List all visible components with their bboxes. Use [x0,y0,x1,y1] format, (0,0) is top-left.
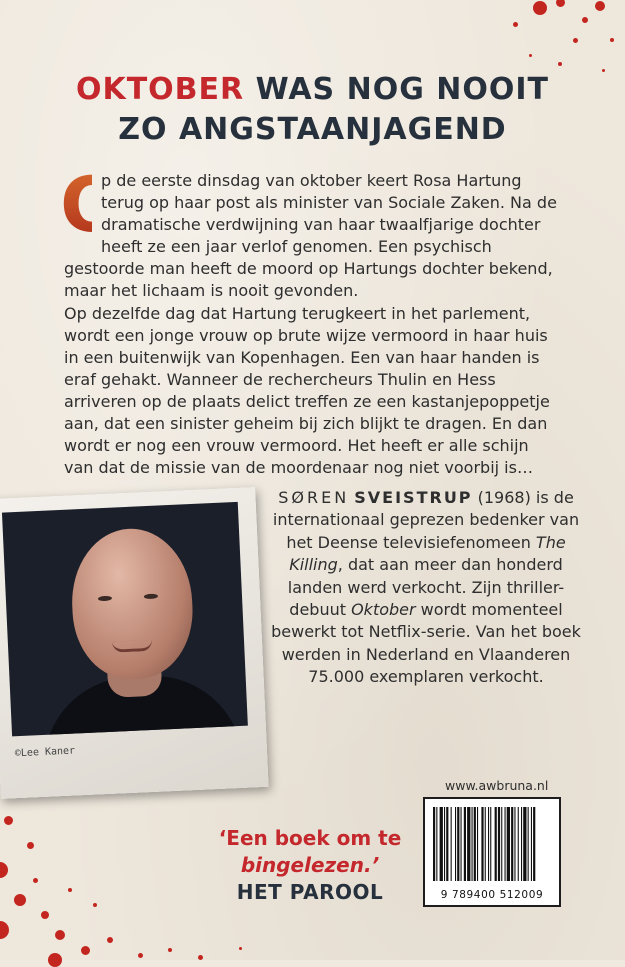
barcode-bars [433,807,551,881]
headline-line-2: ZO ANGSTAANJAGEND [118,112,507,147]
author-birth-year: (1968) [477,488,531,507]
author-polaroid-photo [0,487,269,799]
author-bio-text-1: is de internationaal geprezen bedenker van het Deense televisiefenomeen [272,488,580,552]
author-bio-text-2: , dat aan meer dan honderd landen werd verkocht. Zijn thriller-debuut [287,555,565,620]
blurb-paragraph-1-text: p de eerste dinsdag van oktober keert Rosa Hartung terug op haar post als minister van Sociale Zaken. Na de dramatische verdwijning van haar twaalfjarige dochter heeft ze een jaar verlof genomen. Een psychisch gestoorde man heeft de moord op Hartungs dochter bekend, maar het lichaam is nooit gevonden. [64,171,557,300]
drop-cap: O [60,160,125,249]
isbn-number: 9 789400 512009 [440,889,544,901]
quote-line-1: ‘Een boek om te [218,826,402,850]
blurb-paragraph-2: Op dezelfde dag dat Hartung terugkeert in het parlement, wordt een jonge vrouw op brute wijze vermoord in haar huis in een buitenwijk van Kopenhagen. Een van haar handen is eraf gehakt. Wanneer de rechercheurs Thulin en Hess arriveren op de plaats delict treffen ze een kastanjepoppetje aan, dat een sinister geheim bij zich blijkt te dragen. En dan wordt er nog een vrouw vermoord. Het heeft er alle schijn van dat de missie van de moordenaar nog niet voorbij is… [64,304,550,477]
headline-line-1-rest: WAS NOG NOOIT [255,72,550,107]
publisher-url: www.awbruna.nl [445,778,549,793]
blurb-paragraph-1 [60,160,561,302]
quote-line-2: bingelezen.’ [240,853,380,877]
show-title: The Killing [289,532,566,575]
quote-source: HET PAROOL [236,880,384,904]
review-quote [190,825,430,906]
isbn-barcode [423,797,561,907]
author-bio-text-3: wordt momenteel bewerkt tot Netflix-serie. Van het boek werden in Nederland en Vlaanderen 75.000 exemplaren verkocht. [271,600,581,687]
author-first-name: SØREN [278,488,350,507]
author-last-name: SVEISTRUP [354,488,473,507]
headline-line-1 [0,70,625,110]
headline-red-word: OKTOBER [75,72,245,107]
book-title: Oktober [351,600,416,620]
headline [0,70,625,150]
author-bio [266,487,586,689]
author-portrait [2,502,248,736]
photo-credit: ©Lee Kaner [14,745,76,760]
